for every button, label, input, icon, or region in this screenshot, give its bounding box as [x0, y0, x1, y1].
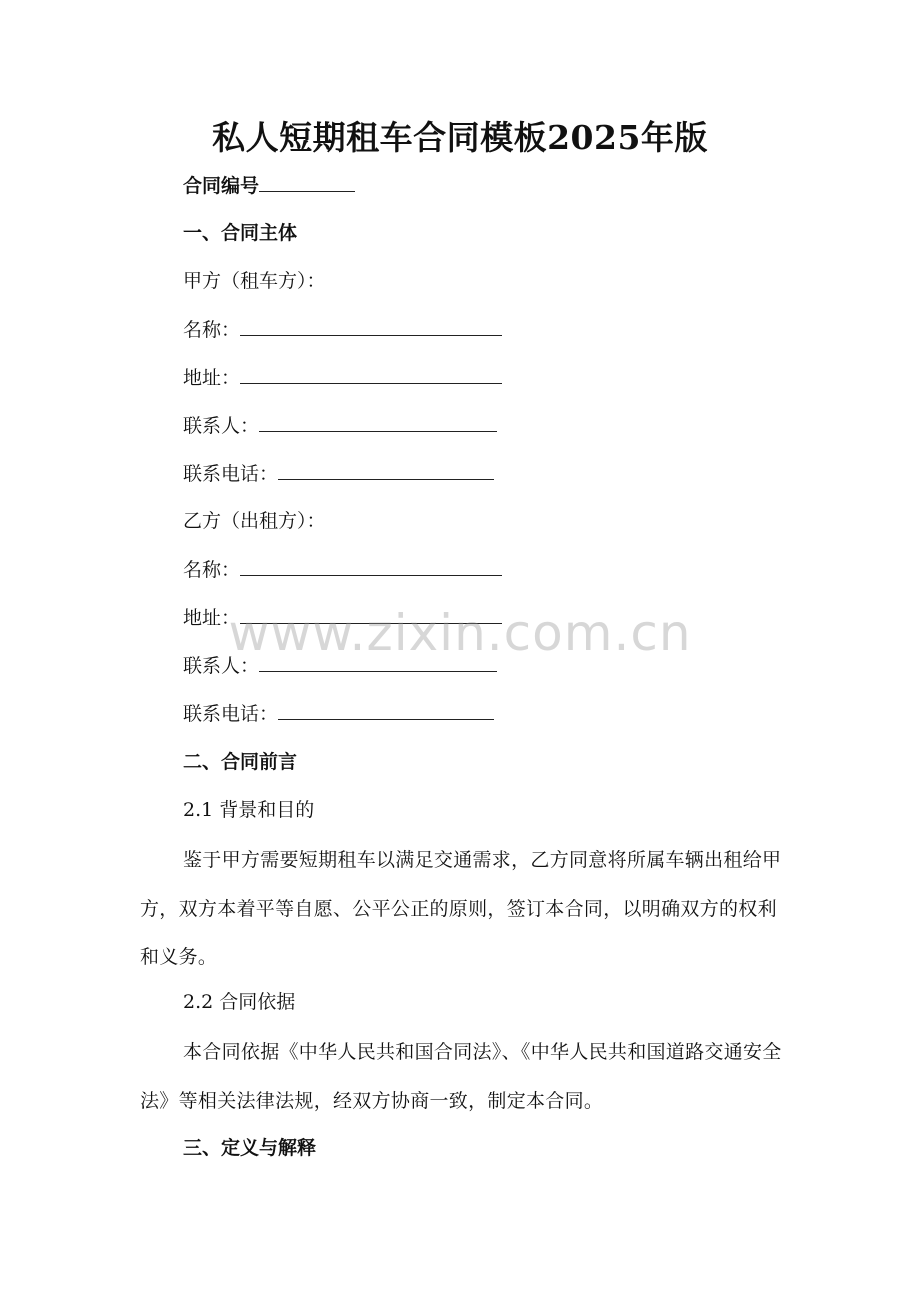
party-a-name-blank [240, 317, 502, 336]
party-b-contact-label: 联系人： [183, 655, 260, 677]
party-b-phone-blank [278, 701, 494, 720]
party-a-phone-blank [278, 461, 494, 480]
party-a-phone-label: 联系电话： [183, 463, 279, 485]
party-a-name-line [183, 317, 502, 342]
section-1-heading: 一、合同主体 [183, 222, 298, 244]
party-a-address-line [183, 365, 502, 390]
party-a-contact-label: 联系人： [183, 415, 260, 437]
section-2-1-paragraph: 鉴于甲方需要短期租车以满足交通需求，乙方同意将所属车辆出租给甲方，双方本着平等自愿、公平公正的原则，签订本合同，以明确双方的权利和义务。 [140, 849, 782, 968]
watermark-text: www.zixin.com.cn [228, 604, 692, 662]
section-2-2-title: 2.2 合同依据 [183, 991, 296, 1013]
party-a-phone-line [183, 461, 494, 486]
party-b-name-blank [240, 557, 502, 576]
party-b-name-label: 名称： [183, 559, 241, 581]
party-b-address-label: 地址： [183, 607, 241, 629]
party-b-name-line [183, 557, 502, 582]
document-title: 私人短期租车合同模板2025年版 [212, 118, 708, 157]
party-a-address-label: 地址： [183, 367, 241, 389]
contract-number-line [183, 173, 355, 198]
party-a-address-blank [240, 365, 502, 384]
section-2-2-paragraph: 本合同依据《中华人民共和国合同法》、《中华人民共和国道路交通安全法》等相关法律法规，经双方协商一致，制定本合同。 [140, 1041, 782, 1112]
party-a-contact-blank [259, 413, 497, 432]
party-b-label: 乙方（出租方）： [183, 510, 326, 532]
party-a-contact-line [183, 413, 497, 438]
party-a-name-label: 名称： [183, 319, 241, 341]
contract-number-blank [259, 173, 355, 192]
party-b-address-blank [240, 605, 502, 624]
contract-number-label: 合同编号 [183, 175, 260, 197]
section-2-heading: 二、合同前言 [183, 751, 298, 773]
section-2-1-title: 2.1 背景和目的 [183, 799, 315, 821]
party-b-contact-line [183, 653, 497, 678]
party-b-phone-line [183, 701, 494, 726]
party-b-address-line [183, 605, 502, 630]
party-b-contact-blank [259, 653, 497, 672]
party-a-label: 甲方（租车方）： [183, 270, 326, 292]
party-b-phone-label: 联系电话： [183, 703, 279, 725]
section-3-heading: 三、定义与解释 [183, 1137, 317, 1159]
